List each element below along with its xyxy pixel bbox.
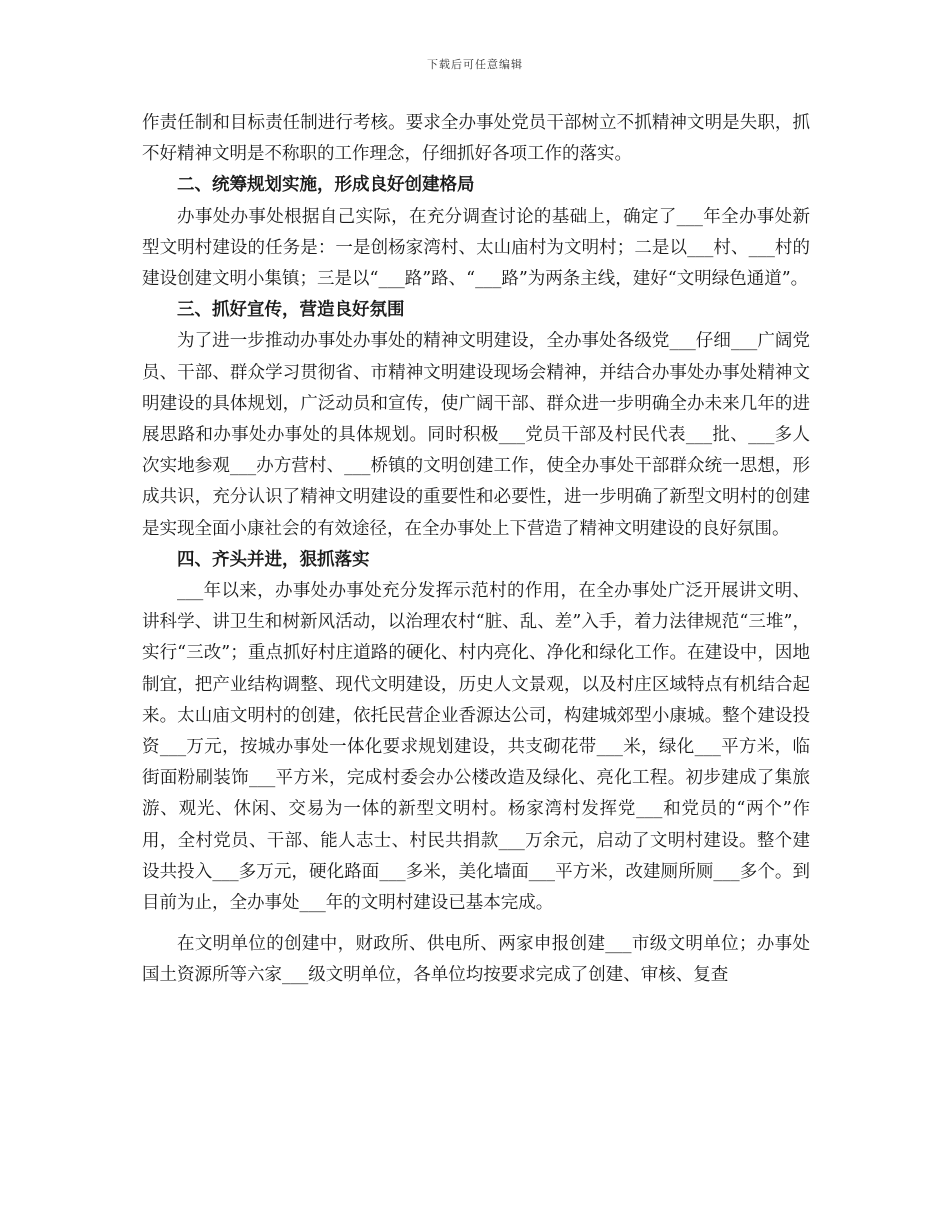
section-heading-2: 二、统筹规划实施，形成良好创建格局: [177, 175, 475, 196]
paragraph-continuation: 作责任制和目标责任制进行考核。要求全办事处党员干部树立不抓精神文明是失职，抓不好精神文明是不称职的工作理念，仔细抓好各项工作的落实。: [142, 113, 810, 165]
paragraph-section-2: 办事处办事处根据自己实际，在充分调查讨论的基础上，确定了___年全办事处新型文明村建设的任务是：一是创杨家湾村、太山庙村为文明村；二是以___村、___村的建设创建文明小集镇；三是以“___路”路、“___路”为两条主线，建好“文明绿色通道”。: [142, 206, 810, 290]
paragraph-civilized-units: 在文明单位的创建中，财政所、供电所、两家申报创建___市级文明单位；办事处国土资源所等六家___级文明单位，各单位均按要求完成了创建、审核、复查: [142, 934, 810, 986]
page-header-note: 下载后可任意编辑: [427, 58, 523, 71]
section-heading-4: 四、齐头并进，狠抓落实: [177, 549, 370, 570]
document-body: [142, 108, 810, 992]
paragraph-section-3: 为了进一步推动办事处办事处的精神文明建设，全办事处各级党___仔细___广阔党员、干部、群众学习贯彻省、市精神文明建设现场会精神，并结合办事处办事处精神文明建设的具体规划，广泛动员和宣传，使广阔干部、群众进一步明确全办未来几年的进展思路和办事处办事处的具体规划。同时积极___党员干部及村民代表___批、___多人次实地参观___办方营村、___桥镇的文明创建工作，使全办事处干部群众统一思想，形成共识，充分认识了精神文明建设的重要性和必要性，进一步明确了新型文明村的创建是实现全面小康社会的有效途径，在全办事处上下营造了精神文明建设的良好氛围。: [142, 331, 810, 539]
section-heading-3: 三、抓好宣传，营造良好氛围: [177, 300, 405, 321]
paragraph-section-4: ___年以来，办事处办事处充分发挥示范村的作用，在全办事处广泛开展讲文明、讲科学、讲卫生和树新风活动，以治理农村“脏、乱、差”入手，着力法律规范“三堆”，实行“三改”；重点抓好村庄道路的硬化、村内亮化、净化和绿化工作。在建设中，因地制宜，把产业结构调整、现代文明建设，历史人文景观，以及村庄区域特点有机结合起来。太山庙文明村的创建，依托民营企业香源达公司，构建城郊型小康城。整个建设投资___万元，按城办事处一体化要求规划建设，共支砌花带___米，绿化___平方米，临街面粉刷装饰___平方米，完成村委会办公楼改造及绿化、亮化工程。初步建成了集旅游、观光、休闲、交易为一体的新型文明村。杨家湾村发挥党___和党员的“两个”作用，全村党员、干部、能人志士、村民共捐款___万余元，启动了文明村建设。整个建设共投入___多万元，硬化路面___多米，美化墙面___平方米，改建厕所厕___多个。到目前为止，全办事处___年的文明村建设已基本完成。: [142, 581, 810, 914]
